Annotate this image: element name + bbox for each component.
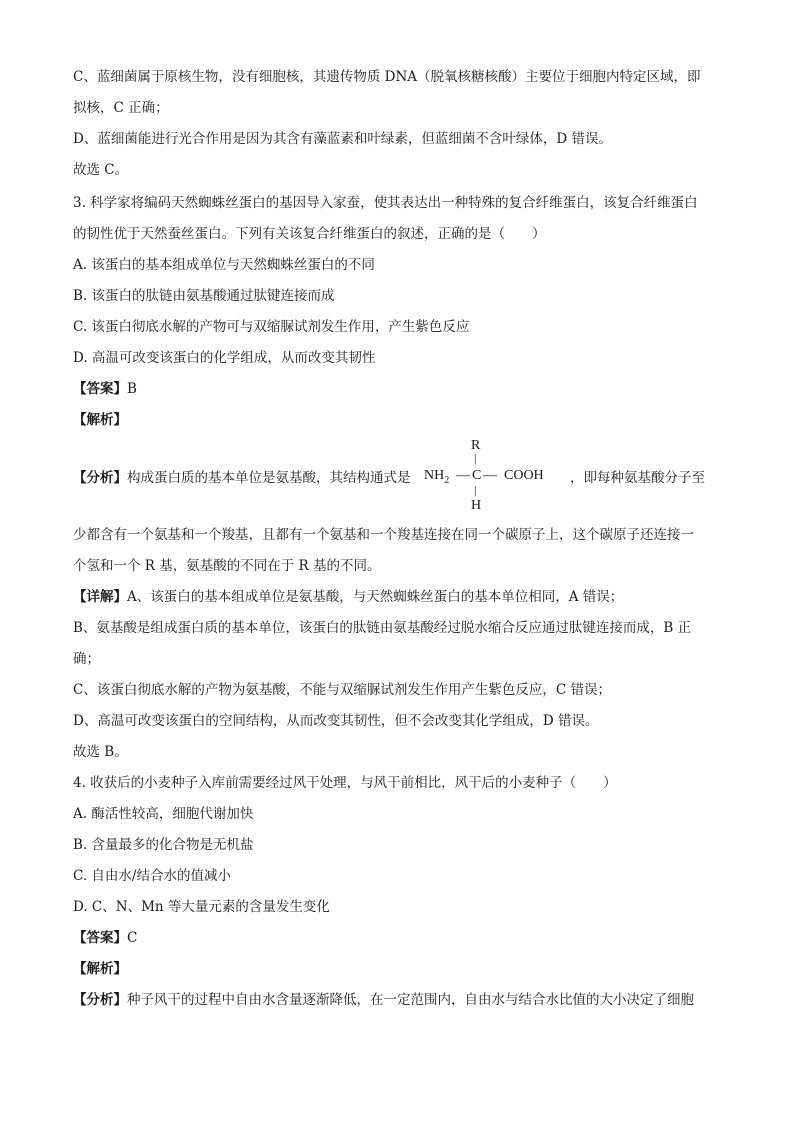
analysis-tag: 【解析】 <box>73 961 127 977</box>
detail-line: 确； <box>73 651 100 667</box>
formula-r-group: R <box>471 438 481 453</box>
analysis-tag: 【解析】 <box>73 412 127 428</box>
answer-tag: 【答案】 <box>73 381 127 397</box>
detail-line: B、氨基酸是组成蛋白质的基本单位，该蛋白的肽链由氨基酸经过脱水缩合反应通过肽键连接而成，B 正 <box>73 620 692 636</box>
analysis-text: 种子风干的过程中自由水含量逐渐降低，在一定范围内，自由水与结合水比值的大小决定了细胞 <box>127 992 694 1008</box>
option-b: B. 该蛋白的肽链由氨基酸通过肽键连接而成 <box>73 288 335 304</box>
option-c: C. 自由水/结合水的值减小 <box>73 868 231 884</box>
text-line: C、蓝细菌属于原核生物，没有细胞核，其遗传物质 DNA（脱氧核糖核酸）主要位于细胞内特定区域，即 <box>73 69 701 85</box>
text-line: D、蓝细菌能进行光合作用是因为其含有藻蓝素和叶绿素，但蓝细菌不含叶绿体，D 错误。 <box>73 131 612 147</box>
option-d: D. 高温可改变该蛋白的化学组成，从而改变其韧性 <box>73 350 376 366</box>
detail-text: A、该蛋白的基本组成单位是氨基酸，与天然蜘蛛丝蛋白的基本单位相同，A 错误； <box>127 589 624 605</box>
question-4-stem: 4. 收获后的小麦种子入库前需要经过风干处理，与风干前相比，风干后的小麦种子（ ） <box>73 775 617 791</box>
text-line: 拟核，C 正确； <box>73 100 169 116</box>
analysis-line <box>73 468 411 488</box>
detail-line: 故选 B。 <box>73 744 128 760</box>
analysis-heading <box>73 959 724 979</box>
analysis-line: 个氢和一个 R 基，氨基酸的不同在于 R 基的不同。 <box>73 558 381 574</box>
analysis-line: 少都含有一个氨基和一个羧基，且都有一个氨基和一个羧基连接在同一个碳原子上，这个碳原子还连接一 <box>73 527 694 543</box>
formula-hydrogen: H <box>471 498 482 513</box>
text-line: 故选 C。 <box>73 162 129 178</box>
formula-bond-right: — <box>483 468 497 483</box>
answer-line <box>73 379 724 399</box>
detail-line <box>73 587 724 607</box>
formula-bond-bottom: | <box>474 483 477 497</box>
option-a: A. 酶活性较高，细胞代谢加快 <box>73 806 254 822</box>
answer-line <box>73 928 724 948</box>
option-a: A. 该蛋白的基本组成单位与天然蜘蛛丝蛋白的不同 <box>73 257 375 273</box>
option-d: D. C、N、Mn 等大量元素的含量发生变化 <box>73 899 330 915</box>
analysis-line <box>73 990 724 1010</box>
formula-amino-group <box>424 468 449 484</box>
answer-tag: 【答案】 <box>73 930 127 946</box>
analysis-text: 构成蛋白质的基本单位是氨基酸，其结构通式是 <box>127 470 411 486</box>
question-3-stem: 的韧性优于天然蚕丝蛋白。下列有关该复合纤维蛋白的叙述，正确的是（ ） <box>73 226 546 242</box>
question-3-stem: 3. 科学家将编码天然蜘蛛丝蛋白的基因导入家蚕，使其表达出一种特殊的复合纤维蛋白，该复合纤维蛋白 <box>73 195 698 211</box>
detail-line: C、该蛋白彻底水解的产物为氨基酸，不能与双缩脲试剂发生作用产生紫色反应，C 错误； <box>73 682 611 698</box>
analysis-tag: 【分析】 <box>73 470 127 486</box>
detail-tag: 【详解】 <box>73 589 127 605</box>
answer-value: C <box>127 930 138 946</box>
amino-acid-structural-formula <box>424 438 564 516</box>
formula-carboxyl-group: COOH <box>504 468 544 483</box>
formula-nh: NH <box>424 468 445 483</box>
analysis-heading <box>73 410 724 430</box>
formula-carbon: C <box>472 468 482 483</box>
analysis-text-continued: ，即每种氨基酸分子至 <box>570 470 705 486</box>
formula-bond-top: | <box>474 451 477 465</box>
formula-subscript: 2 <box>444 475 450 486</box>
option-b: B. 含量最多的化合物是无机盐 <box>73 837 254 853</box>
option-c: C. 该蛋白彻底水解的产物可与双缩脲试剂发生作用，产生紫色反应 <box>73 319 470 335</box>
formula-bond-left: — <box>456 468 470 483</box>
answer-value: B <box>127 381 137 397</box>
detail-line: D、高温可改变该蛋白的空间结构，从而改变其韧性，但不会改变其化学组成，D 错误。 <box>73 713 599 729</box>
analysis-tag: 【分析】 <box>73 992 127 1008</box>
